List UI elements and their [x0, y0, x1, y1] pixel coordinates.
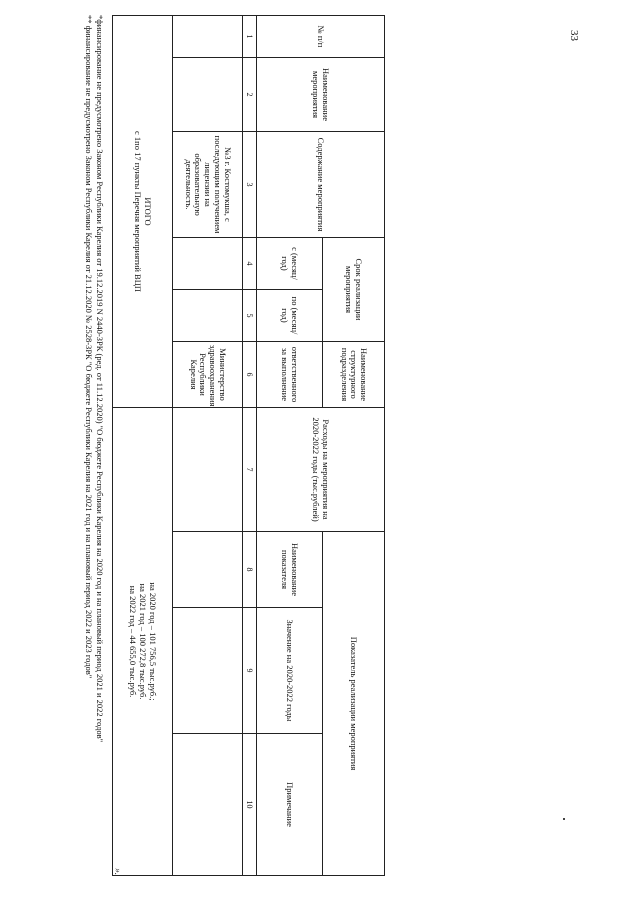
- table-cell: [172, 238, 242, 290]
- total-label: ИТОГО: [143, 197, 154, 226]
- col-number: 8: [242, 532, 256, 608]
- col-number: 9: [242, 608, 256, 734]
- table-cell: [172, 408, 242, 532]
- header-indicator-name: Наименование показателя: [257, 532, 323, 608]
- total-expense-2020: на 2020 год – 101 756,5 тыс.руб.;: [147, 582, 158, 701]
- col-number: 7: [242, 408, 256, 532]
- col-number: 6: [242, 342, 256, 408]
- header-num: № п/п: [257, 16, 385, 58]
- header-indicator-group: Показатель реализации мероприятия: [323, 532, 385, 876]
- table-cell: [172, 16, 242, 58]
- header-measure-name: Наименование мероприятия: [257, 58, 385, 132]
- measure-content-cell: №3 г. Костомукша, с последующим получением лицензии на образовательную деятельность.: [172, 132, 242, 238]
- col-number: 5: [242, 290, 256, 342]
- footnote-2: ** финансирование не предусмотрено Законом Республики Карелия от 21.12.2020 № 2528-ЗРК "О бюджете Республики Карелия на 2021 год и на плановый период 2022 и 2023 годов": [84, 15, 95, 679]
- table-cell: [172, 734, 242, 876]
- header-note: Примечание: [257, 734, 323, 876]
- table-cell: [172, 58, 242, 132]
- total-expense-2022: на 2022 год – 44 655,0 тыс.руб.: [128, 585, 139, 698]
- responsible-cell: Министерство здравоохранения Республики Карелия: [172, 342, 242, 408]
- header-term-group: Срок реализации мероприятия: [323, 238, 385, 342]
- header-measure-content: Содержание мероприятия: [257, 132, 385, 238]
- scan-speck: [563, 818, 565, 820]
- table-cell: [172, 532, 242, 608]
- rotated-content: [55, 15, 385, 890]
- col-number: 10: [242, 734, 256, 876]
- header-expenses: Расходы на мероприятия на 2020-2022 годы (тыс.рублей): [257, 408, 385, 532]
- footnote-1: *финансирование не предусмотрено Законом Республики Карелия от 19.12.2019 N 2440-ЗРК (ред. от 11.12.2020) "О бюджете Республики Карелия на 2020 год и на плановый период 2021 и 2022 годов": [95, 15, 105, 743]
- col-number: 1: [242, 16, 256, 58]
- col-number: 2: [242, 58, 256, 132]
- col-number: 3: [242, 132, 256, 238]
- total-expenses-cell: [112, 408, 172, 876]
- closing-quote: ».: [113, 868, 123, 875]
- table-cell: [172, 608, 242, 734]
- total-expense-2021: на 2021 год – 100 272,8 тыс.руб.: [138, 583, 149, 700]
- header-term-from: с (месяц/ год): [257, 238, 323, 290]
- header-term-to: по (месяц/ год): [257, 290, 323, 342]
- header-indicator-value: Значение на 2020-2022 годы: [257, 608, 323, 734]
- total-scope: с 1по 17 пункты Перечня мероприятий ВЦП: [133, 131, 144, 292]
- total-label-cell: [112, 16, 172, 408]
- page-number: 33: [568, 30, 580, 41]
- table-cell: [172, 290, 242, 342]
- header-department: Наименование структурного подразделения: [323, 342, 385, 408]
- col-number: 4: [242, 238, 256, 290]
- header-responsible: ответственного за выполнение: [257, 342, 323, 408]
- footnotes: [84, 15, 105, 885]
- measures-table: [112, 15, 385, 876]
